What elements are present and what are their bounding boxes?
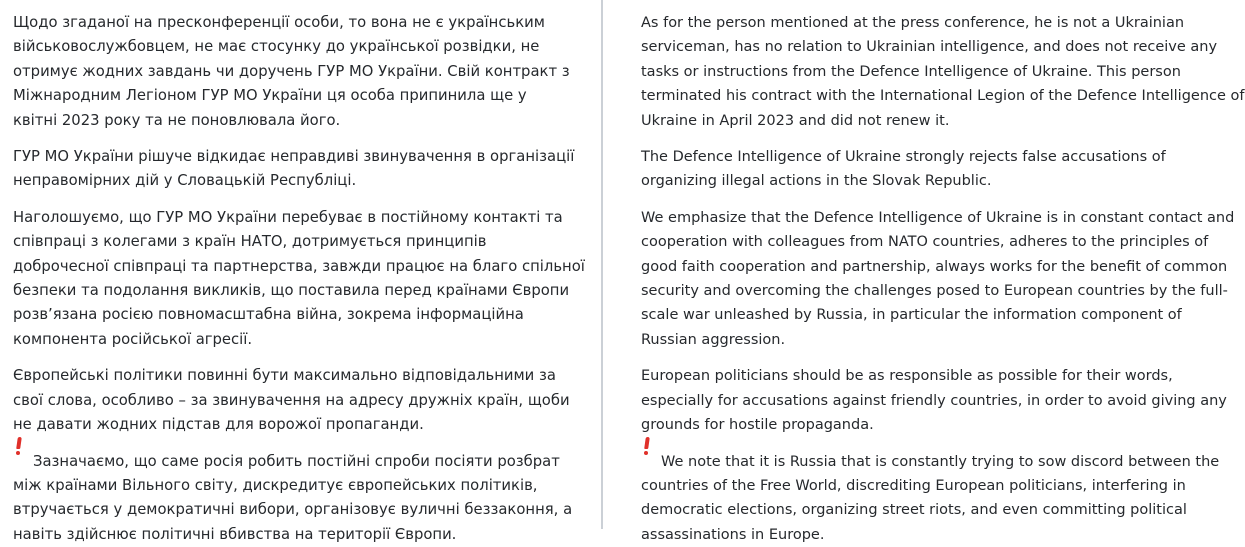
- text-line: cooperation with colleagues from NATO countries, adheres to the principles of: [641, 230, 1200, 254]
- text-line: organizing illegal actions in the Slovak Republic.: [641, 169, 1200, 193]
- text-line: неправомірних дій у Словацькій Республіці.: [13, 169, 593, 193]
- text-line: не давати жодних підстав для ворожої пропаганди.: [13, 413, 593, 437]
- text-line: especially for accusations against friendly countries, in order to avoid giving any: [641, 389, 1200, 413]
- text-line: Russian aggression.: [641, 328, 1200, 352]
- text-line: співпраці з колегами з країн НАТО, дотримується принципів: [13, 230, 593, 254]
- en-paragraph-3: [641, 206, 1200, 352]
- text-line: Зазначаємо, що саме росія робить постійні спроби посіяти розбрат: [33, 453, 560, 470]
- text-line: квітні 2023 року та не поновлювала його.: [13, 109, 593, 133]
- text-line: свої слова, особливо – за звинувачення на адресу дружніх країн, щоби: [13, 389, 593, 413]
- text-line: terminated his contract with the International Legion of the Defence Intelligence of: [641, 84, 1200, 108]
- en-paragraph-5: [641, 450, 1200, 547]
- red-exclamation-icon: [13, 450, 25, 474]
- text-line-with-icon: [641, 450, 1200, 474]
- text-line: security and overcoming the challenges posed to European countries by the full-: [641, 279, 1200, 303]
- text-line: Міжнародним Легіоном ГУР МО України ця особа припинила ще у: [13, 84, 593, 108]
- uk-paragraph-3: [13, 206, 593, 352]
- text-line: countries of the Free World, discrediting European politicians, interfering in: [641, 474, 1200, 498]
- text-line: scale war unleashed by Russia, in particular the information component of: [641, 303, 1200, 327]
- text-line: військовослужбовцем, не має стосунку до української розвідки, не: [13, 35, 593, 59]
- uk-paragraph-2: [13, 145, 593, 194]
- en-paragraph-4: [641, 364, 1200, 437]
- text-line: European politicians should be as responsible as possible for their words,: [641, 364, 1200, 388]
- text-line: Щодо згаданої на пресконференції особи, то вона не є українським: [13, 11, 593, 35]
- text-line: serviceman, has no relation to Ukrainian intelligence, and does not receive any: [641, 35, 1200, 59]
- uk-paragraph-4: [13, 364, 593, 437]
- text-line: ГУР МО України рішуче відкидає неправдиві звинувачення в організації: [13, 145, 593, 169]
- text-line: The Defence Intelligence of Ukraine strongly rejects false accusations of: [641, 145, 1200, 169]
- ukrainian-column: [0, 0, 601, 529]
- text-line: democratic elections, organizing street riots, and even committing political: [641, 498, 1200, 522]
- text-line: між країнами Вільного світу, дискредитує європейських політиків,: [13, 474, 593, 498]
- text-line: Європейські політики повинні бути максимально відповідальними за: [13, 364, 593, 388]
- text-line: We note that it is Russia that is constantly trying to sow discord between the: [661, 454, 1219, 470]
- text-line-with-icon: [13, 450, 593, 474]
- en-paragraph-1: [641, 11, 1200, 133]
- en-paragraph-2: [641, 145, 1200, 194]
- uk-paragraph-1: [13, 11, 593, 133]
- text-line: assassinations in Europe.: [641, 523, 1200, 547]
- text-line: grounds for hostile propaganda.: [641, 413, 1200, 437]
- text-line: We emphasize that the Defence Intelligence of Ukraine is in constant contact and: [641, 206, 1200, 230]
- text-line: розв’язана росією повномасштабна війна, зокрема інформаційна: [13, 303, 593, 327]
- red-exclamation-icon: [641, 450, 653, 474]
- text-line: good faith cooperation and partnership, always works for the benefit of common: [641, 255, 1200, 279]
- uk-paragraph-5: [13, 450, 593, 547]
- text-line: втручається у демократичні вибори, організовує вуличні беззаконня, а: [13, 498, 593, 522]
- english-column: [603, 0, 1200, 529]
- text-line: компонента російської агресії.: [13, 328, 593, 352]
- text-line: безпеки та подолання викликів, що поставила перед країнами Європи: [13, 279, 593, 303]
- text-line: доброчесної співпраці та партнерства, завжди працює на благо спільної: [13, 255, 593, 279]
- text-line: As for the person mentioned at the press conference, he is not a Ukrainian: [641, 11, 1200, 35]
- text-line: tasks or instructions from the Defence Intelligence of Ukraine. This person: [641, 60, 1200, 84]
- text-line: навіть здійснює політичні вбивства на території Європи.: [13, 523, 593, 547]
- text-line: Наголошуємо, що ГУР МО України перебуває в постійному контакті та: [13, 206, 593, 230]
- text-line: Ukraine in April 2023 and did not renew it.: [641, 109, 1200, 133]
- text-line: отримує жодних завдань чи доручень ГУР МО України. Свій контракт з: [13, 60, 593, 84]
